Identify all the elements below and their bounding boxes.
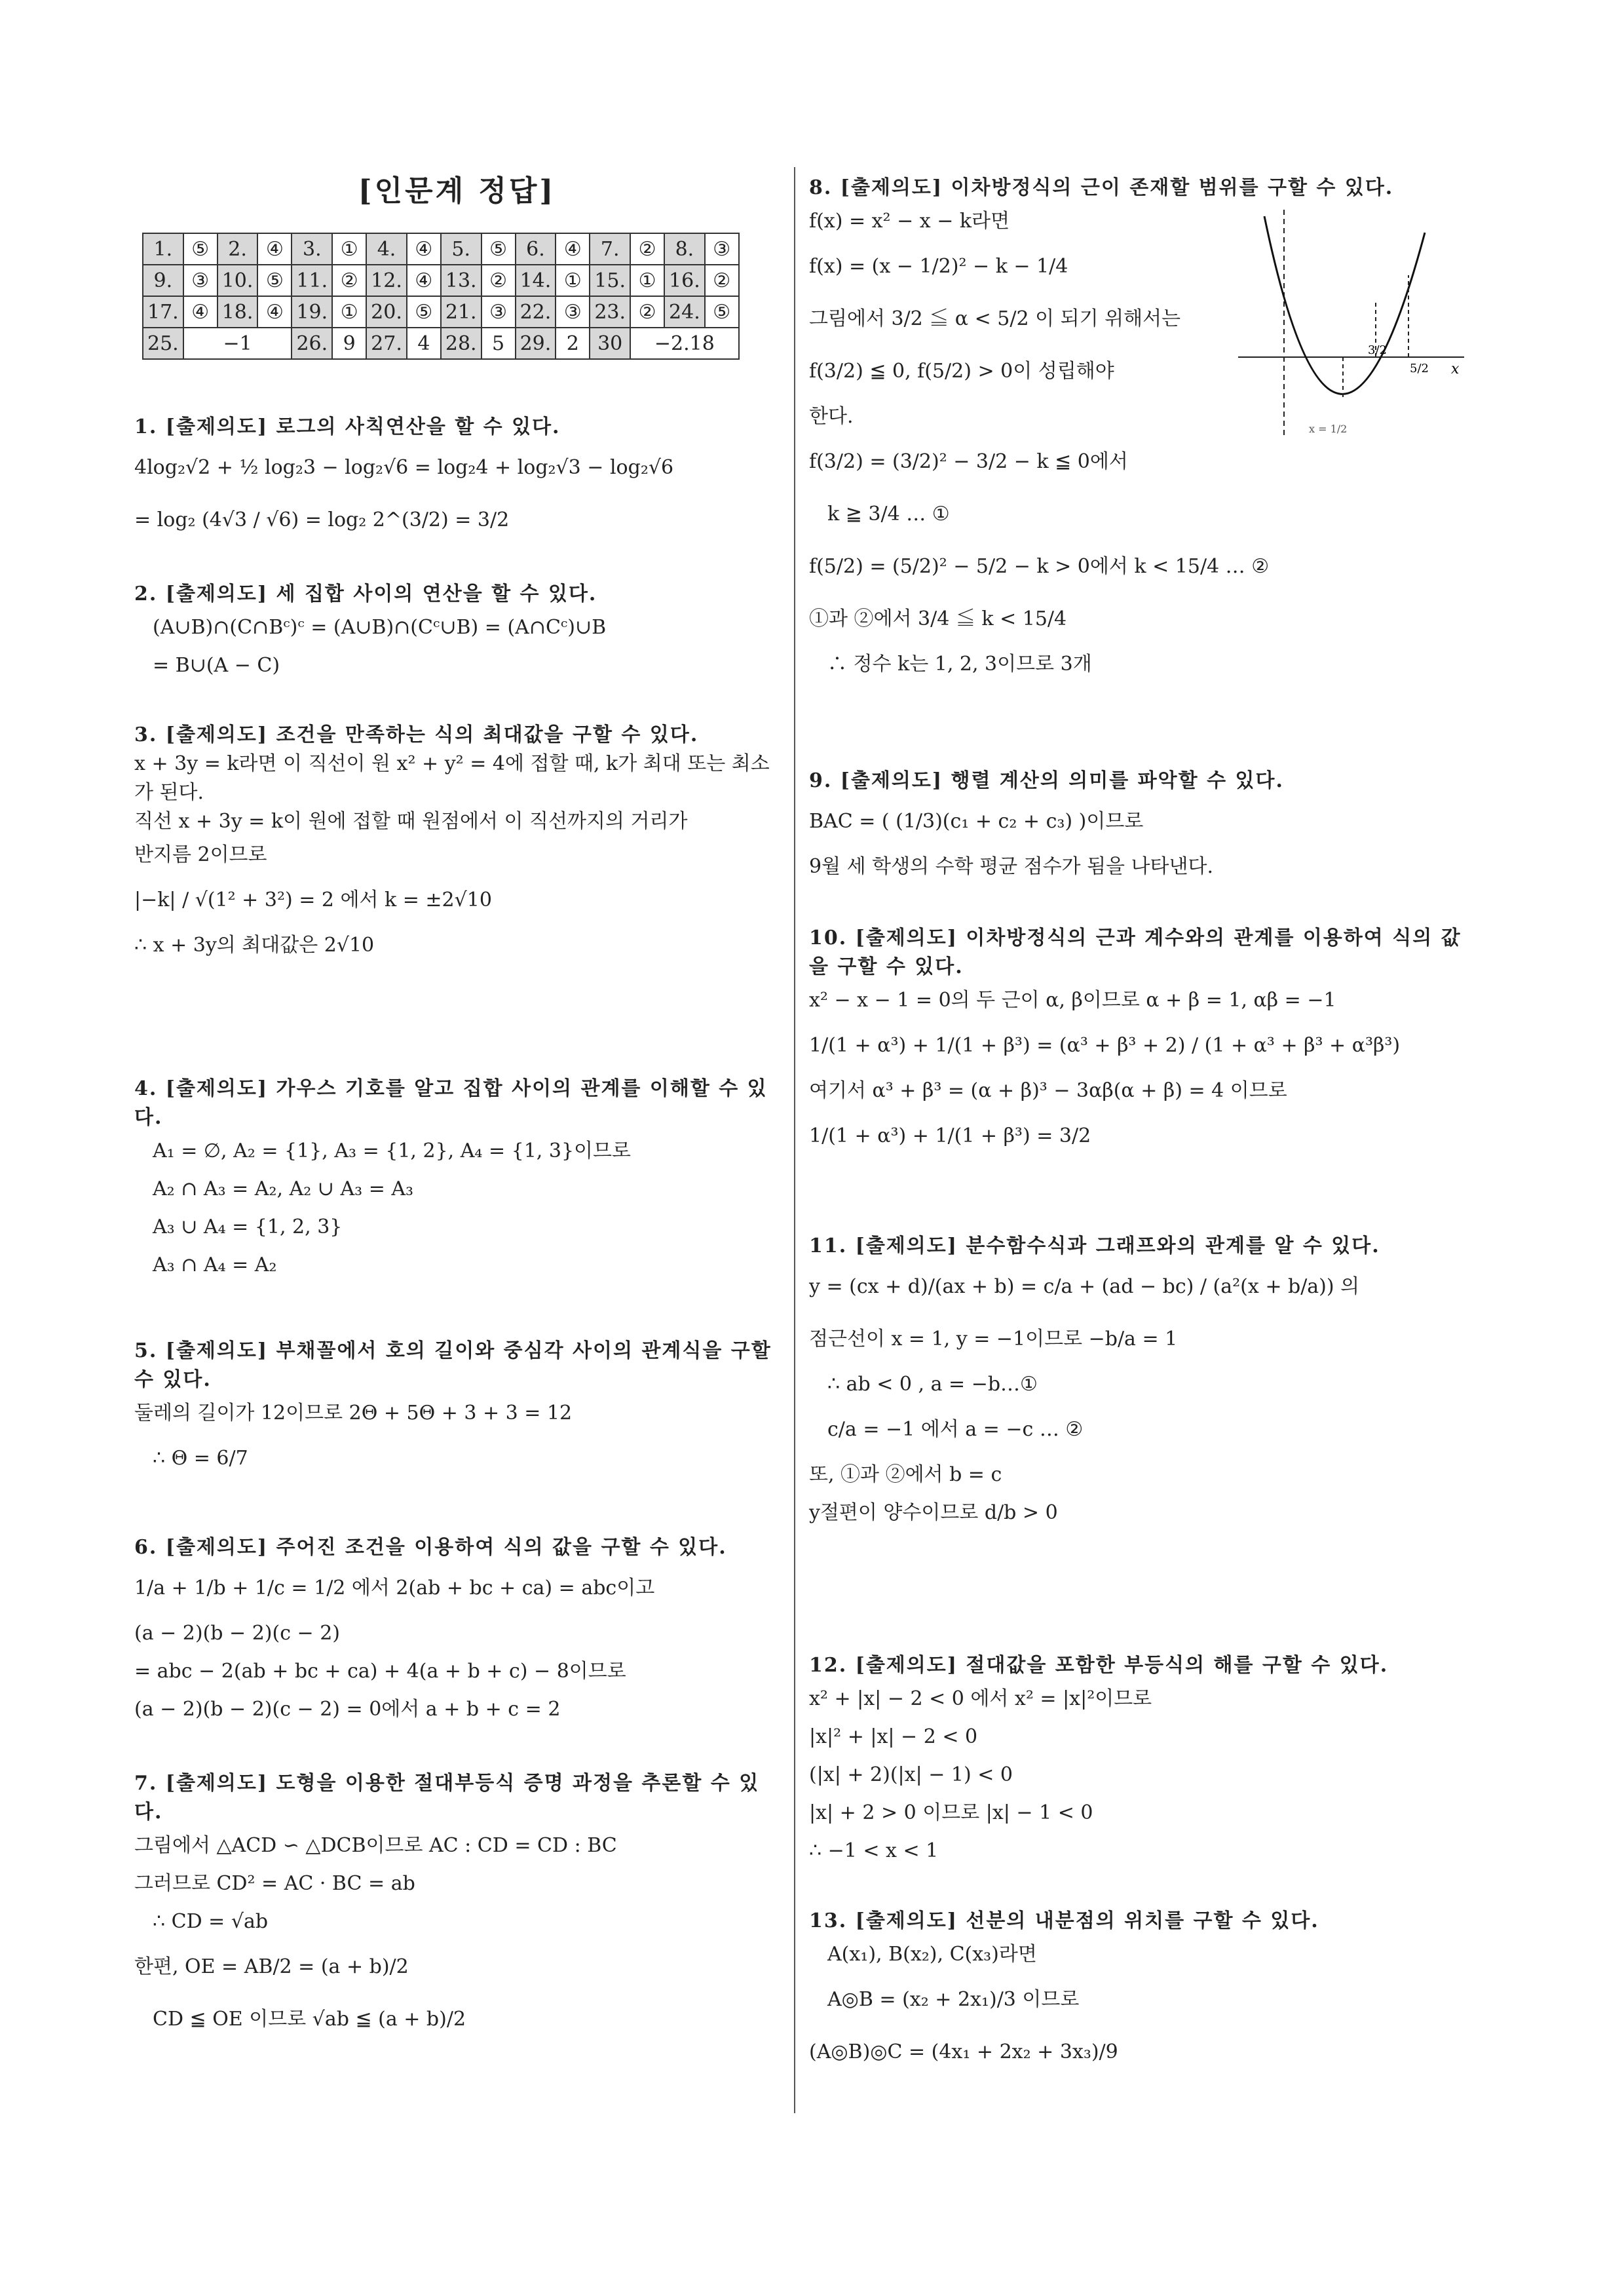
solution-heading: 12. [출제의도] 절대값을 포함한 부등식의 해를 구할 수 있다. xyxy=(809,1654,1389,1677)
answer-cell: ② xyxy=(630,296,664,328)
parabola-graph xyxy=(1238,197,1464,439)
answer-cell: ① xyxy=(630,265,664,296)
question-number: 17. xyxy=(143,296,183,328)
question-number: 13. xyxy=(441,265,482,296)
solution-line: y절편이 양수이므로 d/b > 0 xyxy=(809,1501,1058,1524)
answer-cell: ④ xyxy=(183,296,217,328)
question-number: 8. xyxy=(664,233,705,265)
solution-line: A₃ ∪ A₄ = {1, 2, 3} xyxy=(153,1215,343,1238)
solution-line: 점근선이 x = 1, y = −1이므로 −b/a = 1 xyxy=(809,1328,1178,1350)
answer-cell: ⑤ xyxy=(705,296,739,328)
solution-line: 둘레의 길이가 12이므로 2Θ + 5Θ + 3 + 3 = 12 xyxy=(134,1402,573,1425)
answer-cell: 5 xyxy=(482,328,516,359)
answer-cell: 9 xyxy=(332,328,366,359)
solution-heading: 13. [출제의도] 선분의 내분점의 위치를 구할 수 있다. xyxy=(809,1909,1319,1932)
solution-4 xyxy=(134,1075,780,1284)
question-number: 25. xyxy=(143,328,183,359)
solution-line: x² + |x| − 2 < 0 에서 x² = |x|²이므로 xyxy=(809,1687,1152,1710)
table-row xyxy=(143,265,739,296)
solution-line: (a − 2)(b − 2)(c − 2) = 0에서 a + b + c = 2 xyxy=(134,1698,561,1721)
solution-line: f(x) = x² − x − k라면 xyxy=(809,210,1010,233)
answer-cell: 2 xyxy=(556,328,590,359)
question-number: 20. xyxy=(366,296,407,328)
question-number: 14. xyxy=(516,265,556,296)
parabola-curve xyxy=(1264,216,1425,394)
question-number: 6. xyxy=(516,233,556,265)
solution-line: 반지름 2이므로 xyxy=(134,843,267,866)
solution-7 xyxy=(134,1769,780,2046)
question-number: 18. xyxy=(217,296,258,328)
solution-line: 한다. xyxy=(809,405,854,428)
solution-line: 그림에서 3/2 ≦ α < 5/2 이 되기 위해서는 xyxy=(809,307,1181,330)
answer-cell: ⑤ xyxy=(257,265,292,296)
question-number: 23. xyxy=(590,296,630,328)
solution-line: x + 3y = k라면 이 직선이 원 x² + y² = 4에 접할 때, k가 최대 또는 최소가 된다. xyxy=(134,752,770,804)
question-number: 10. xyxy=(217,265,258,296)
solution-line: A(x₁), B(x₂), C(x₃)라면 xyxy=(827,1943,1037,1966)
axis-note-label: x = 1/2 xyxy=(1309,423,1348,435)
question-number: 29. xyxy=(516,328,556,359)
question-number: 21. xyxy=(441,296,482,328)
answer-cell: ④ xyxy=(257,233,292,265)
answer-cell: ④ xyxy=(407,233,441,265)
table-row xyxy=(143,296,739,328)
answer-cell: ③ xyxy=(482,296,516,328)
solution-5 xyxy=(134,1337,780,1485)
solution-10 xyxy=(809,924,1464,1162)
answer-cell: −2.18 xyxy=(630,328,739,359)
solution-line: c/a = −1 에서 a = −c … ② xyxy=(827,1418,1084,1441)
solution-line: |−k| / √(1² + 3²) = 2 에서 k = ±2√10 xyxy=(134,889,492,911)
answer-cell: ① xyxy=(556,265,590,296)
solution-line: = abc − 2(ab + bc + ca) + 4(a + b + c) − 8이므로 xyxy=(134,1660,626,1683)
question-number: 9. xyxy=(143,265,183,296)
solution-line: 여기서 α³ + β³ = (α + β)³ − 3αβ(α + β) = 4 이므로 xyxy=(809,1079,1287,1102)
solution-line: 4log₂√2 + ½ log₂3 − log₂√6 = log₂4 + log₂√3 − log₂√6 xyxy=(134,456,674,479)
solution-9 xyxy=(809,767,1464,886)
solution-line: 또, ①과 ②에서 b = c xyxy=(809,1463,1002,1486)
solution-line: 9월 세 학생의 수학 평균 점수가 됨을 나타낸다. xyxy=(809,855,1214,878)
question-number: 11. xyxy=(292,265,332,296)
answer-cell: ② xyxy=(482,265,516,296)
solution-heading: 1. [출제의도] 로그의 사칙연산을 할 수 있다. xyxy=(134,415,561,438)
solution-heading: 7. [출제의도] 도형을 이용한 절대부등식 증명 과정을 추론할 수 있다. xyxy=(134,1772,760,1824)
answer-cell: ⑤ xyxy=(183,233,217,265)
solution-13 xyxy=(809,1907,1464,2078)
solution-line: = log₂ (4√3 / √6) = log₂ 2^(3/2) = 3/2 xyxy=(134,508,510,531)
question-number: 24. xyxy=(664,296,705,328)
solution-line: ∴ ab < 0 , a = −b…① xyxy=(827,1373,1038,1396)
question-number: 5. xyxy=(441,233,482,265)
solution-line: 1/(1 + α³) + 1/(1 + β³) = (α³ + β³ + 2) / (1 + α³ + β³ + α³β³) xyxy=(809,1034,1401,1057)
solution-heading: 2. [출제의도] 세 집합 사이의 연산을 할 수 있다. xyxy=(134,583,597,605)
x-axis-label: x xyxy=(1451,361,1460,377)
answer-cell: ④ xyxy=(407,265,441,296)
solution-line: f(x) = (x − 1/2)² − k − 1/4 xyxy=(809,255,1068,278)
solution-line: A₃ ∩ A₄ = A₂ xyxy=(153,1253,277,1276)
table-row xyxy=(143,233,739,265)
answer-cell: ① xyxy=(332,233,366,265)
question-number: 7. xyxy=(590,233,630,265)
answer-cell: ③ xyxy=(183,265,217,296)
solution-heading: 6. [출제의도] 주어진 조건을 이용하여 식의 값을 구할 수 있다. xyxy=(134,1536,727,1559)
solution-line: 1/(1 + α³) + 1/(1 + β³) = 3/2 xyxy=(809,1124,1091,1147)
solution-line: ∴ 정수 k는 1, 2, 3이므로 3개 xyxy=(827,653,1092,676)
solution-line: (A∪B)∩(C∩Bᶜ)ᶜ = (A∪B)∩(Cᶜ∪B) = (A∩Cᶜ)∪B xyxy=(153,616,607,639)
solution-heading: 9. [출제의도] 행렬 계산의 의미를 파악할 수 있다. xyxy=(809,769,1284,792)
answer-cell: ② xyxy=(332,265,366,296)
solution-line: 한편, OE = AB/2 = (a + b)/2 xyxy=(134,1955,409,1978)
solution-heading: 4. [출제의도] 가우스 기호를 알고 집합 사이의 관계를 이해할 수 있다. xyxy=(134,1077,768,1129)
solution-line: f(3/2) ≦ 0, f(5/2) > 0이 성립해야 xyxy=(809,360,1114,383)
solution-line: A₁ = ∅, A₂ = {1}, A₃ = {1, 2}, A₄ = {1, 3}이므로 xyxy=(153,1139,631,1162)
solution-line: A◎B = (x₂ + 2x₁)/3 이므로 xyxy=(827,1988,1080,2011)
question-number: 26. xyxy=(292,328,332,359)
solution-line: 그림에서 △ACD ∽ △DCB이므로 AC : CD = CD : BC xyxy=(134,1834,617,1857)
solution-heading: 11. [출제의도] 분수함수식과 그래프와의 관계를 알 수 있다. xyxy=(809,1234,1380,1257)
answer-cell: ③ xyxy=(556,296,590,328)
solution-line: BAC = ( (1/3)(c₁ + c₂ + c₃) )이므로 xyxy=(809,810,1144,833)
solution-line: ∴ Θ = 6/7 xyxy=(153,1447,248,1470)
answer-cell: ② xyxy=(630,233,664,265)
solution-heading: 5. [출제의도] 부채꼴에서 호의 길이와 중심각 사이의 관계식을 구할 수 있다. xyxy=(134,1339,772,1391)
solution-line: = B∪(A − C) xyxy=(153,654,280,677)
question-number: 19. xyxy=(292,296,332,328)
question-number: 16. xyxy=(664,265,705,296)
solution-line: CD ≦ OE 이므로 √ab ≦ (a + b)/2 xyxy=(153,2008,466,2031)
solution-line: A₂ ∩ A₃ = A₂, A₂ ∪ A₃ = A₃ xyxy=(153,1177,414,1200)
solution-line: 1/a + 1/b + 1/c = 1/2 에서 2(ab + bc + ca) = abc이고 xyxy=(134,1577,655,1599)
answer-cell: ④ xyxy=(257,296,292,328)
solution-line: f(5/2) = (5/2)² − 5/2 − k > 0에서 k < 15/4 … ② xyxy=(809,555,1270,578)
question-number: 28. xyxy=(441,328,482,359)
solution-line: ∴ −1 < x < 1 xyxy=(809,1839,939,1862)
solution-3 xyxy=(134,721,780,965)
solution-12 xyxy=(809,1651,1464,1870)
solution-heading: 3. [출제의도] 조건을 만족하는 식의 최대값을 구할 수 있다. xyxy=(134,723,699,746)
answer-cell: ⑤ xyxy=(407,296,441,328)
solution-line: ①과 ②에서 3/4 ≦ k < 15/4 xyxy=(809,607,1067,630)
solution-line: f(3/2) = (3/2)² − 3/2 − k ≦ 0에서 xyxy=(809,450,1128,473)
solution-line: |x|² + |x| − 2 < 0 xyxy=(809,1725,978,1748)
question-number: 1. xyxy=(143,233,183,265)
answer-cell: ② xyxy=(705,265,739,296)
three-half-label: 3/2 xyxy=(1368,343,1387,357)
five-half-label: 5/2 xyxy=(1410,362,1429,375)
answer-table xyxy=(142,233,740,360)
solution-line: 직선 x + 3y = k이 원에 접할 때 원점에서 이 직선까지의 거리가 xyxy=(134,810,688,833)
answer-cell: ④ xyxy=(556,233,590,265)
solution-line: (a − 2)(b − 2)(c − 2) xyxy=(134,1622,341,1645)
question-number: 27. xyxy=(366,328,407,359)
solution-11 xyxy=(809,1232,1464,1532)
answer-cell: ⑤ xyxy=(482,233,516,265)
solution-heading: 8. [출제의도] 이차방정식의 근이 존재할 범위를 구할 수 있다. xyxy=(809,176,1394,199)
question-number: 12. xyxy=(366,265,407,296)
question-number: 4. xyxy=(366,233,407,265)
solution-line: 그러므로 CD² = AC · BC = ab xyxy=(134,1872,415,1895)
solution-2 xyxy=(134,580,780,685)
table-row xyxy=(143,328,739,359)
solution-line: k ≧ 3/4 … ① xyxy=(827,503,950,526)
solution-heading: 10. [출제의도] 이차방정식의 근과 계수와의 관계를 이용하여 식의 값을 구할 수 있다. xyxy=(809,927,1462,978)
solution-line: ∴ CD = √ab xyxy=(153,1910,269,1933)
solution-line: ∴ x + 3y의 최대값은 2√10 xyxy=(134,934,375,957)
solution-1 xyxy=(134,413,780,546)
solution-6 xyxy=(134,1533,780,1729)
question-number: 3. xyxy=(292,233,332,265)
answer-cell: ① xyxy=(332,296,366,328)
column-divider xyxy=(794,167,795,2113)
question-number: 22. xyxy=(516,296,556,328)
solution-line: |x| + 2 > 0 이므로 |x| − 1 < 0 xyxy=(809,1801,1093,1824)
question-number: 15. xyxy=(590,265,630,296)
solution-line: x² − x − 1 = 0의 두 근이 α, β이므로 α + β = 1, αβ = −1 xyxy=(809,989,1336,1012)
solution-line: (|x| + 2)(|x| − 1) < 0 xyxy=(809,1763,1013,1786)
page-title: [인문계 정답] xyxy=(358,174,556,208)
question-number: 30 xyxy=(590,328,630,359)
question-number: 2. xyxy=(217,233,258,265)
answer-cell: ③ xyxy=(705,233,739,265)
solution-line: y = (cx + d)/(ax + b) = c/a + (ad − bc) / (a²(x + b/a)) 의 xyxy=(809,1275,1360,1298)
answer-cell: 4 xyxy=(407,328,441,359)
solution-line: (A◎B)◎C = (4x₁ + 2x₂ + 3x₃)/9 xyxy=(809,2040,1118,2063)
answer-cell: −1 xyxy=(183,328,292,359)
